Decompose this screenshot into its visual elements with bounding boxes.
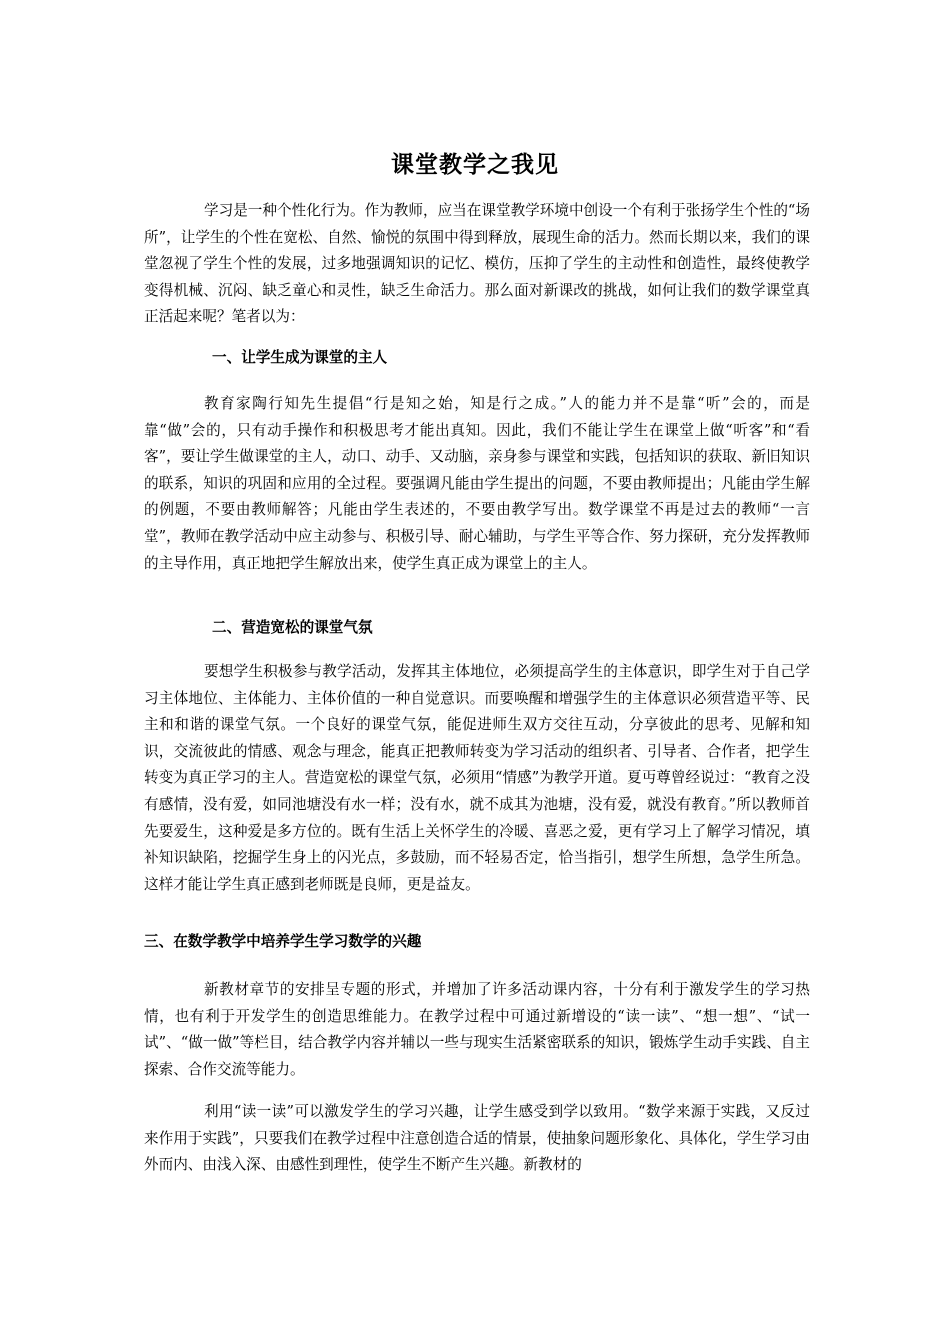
section-2-paragraph: 要想学生积极参与教学活动，发挥其主体地位，必须提高学生的主体意识，即学生对于自己学习主体地位、主体能力、主体价值的一种自觉意识。而要唤醒和增强学生的主体意识必须营造平等、民主和和谐的课堂气氛。一个良好的课堂气氛，能促进师生双方交往互动，分享彼此的思考、见解和知识，交流彼此的情感、观念与理念，能真正把教师转变为学习活动的组织者、引导者、合作者，把学生转变为真正学习的主人。营造宽松的课堂气氛，必须用“情感”为教学开道。夏丏尊曾经说过：“教育之没有感情，没有爱，如同池塘没有水一样；没有水，就不成其为池塘，没有爱，就没有教育。”所以教师首先要爱生，这种爱是多方位的。既有生活上关怀学生的冷暖、喜恶之爱，更有学习上了解学习情况，填补知识缺陷，挖掘学生身上的闪光点，多鼓励，而不轻易否定，恰当指引，想学生所想，急学生所急。这样才能让学生真正感到老师既是良师，更是益友。 bbox=[144, 663, 810, 893]
section-3-heading: 三、在数学教学中培养学生学习数学的兴趣 bbox=[144, 933, 422, 950]
section-1-heading: 一、让学生成为课堂的主人 bbox=[212, 349, 388, 366]
intro-paragraph: 学习是一种个性化行为。作为教师，应当在课堂教学环境中创设一个有利于张扬学生个性的“场所”，让学生的个性在宽松、自然、愉悦的氛围中得到释放，展现生命的活力。然而长期以来，我们的课堂忽视了学生个性的发展，过多地强调知识的记忆、模仿，压抑了学生的主动性和创造性，最终使教学变得机械、沉闷、缺乏童心和灵性，缺乏生命活力。那么面对新课改的挑战，如何让我们的数学课堂真正活起来呢？笔者以为： bbox=[144, 202, 810, 326]
section-3-paragraph-1: 新教材章节的安排呈专题的形式，并增加了许多活动课内容，十分有利于激发学生的学习热情，也有利于开发学生的创造思维能力。在教学过程中可通过新增设的“读一读”、“想一想”、“试一试”、“做一做”等栏目，结合教学内容并辅以一些与现实生活紧密联系的知识，锻炼学生动手实践、自主探索、合作交流等能力。 bbox=[144, 981, 810, 1078]
section-1-paragraph: 教育家陶行知先生提倡“行是知之始，知是行之成。”人的能力并不是靠“听”会的，而是靠“做”会的，只有动手操作和积极思考才能出真知。因此，我们不能让学生在课堂上做“听客”和“看客”，要让学生做课堂的主人，动口、动手、又动脑，亲身参与课堂和实践，包括知识的获取、新旧知识的联系，知识的巩固和应用的全过程。要强调凡能由学生提出的问题，不要由教师提出；凡能由学生解的例题，不要由教师解答；凡能由学生表述的，不要由教学写出。数学课堂不再是过去的教师“一言堂”，教师在教学活动中应主动参与、积极引导、耐心辅助，与学生平等合作、努力探研，充分发挥教师的主导作用，真正地把学生解放出来，使学生真正成为课堂上的主人。 bbox=[144, 395, 810, 572]
section-3-paragraph-2: 利用“读一读”可以激发学生的学习兴趣，让学生感受到学以致用。“数学来源于实践，又反过来作用于实践”，只要我们在教学过程中注意创造合适的情景，使抽象问题形象化、具体化，学生学习由外而内、由浅入深、由感性到理性，使学生不断产生兴趣。新教材的 bbox=[144, 1103, 810, 1174]
page-title: 课堂教学之我见 bbox=[391, 151, 559, 179]
section-2-heading: 二、营造宽松的课堂气氛 bbox=[212, 619, 373, 636]
